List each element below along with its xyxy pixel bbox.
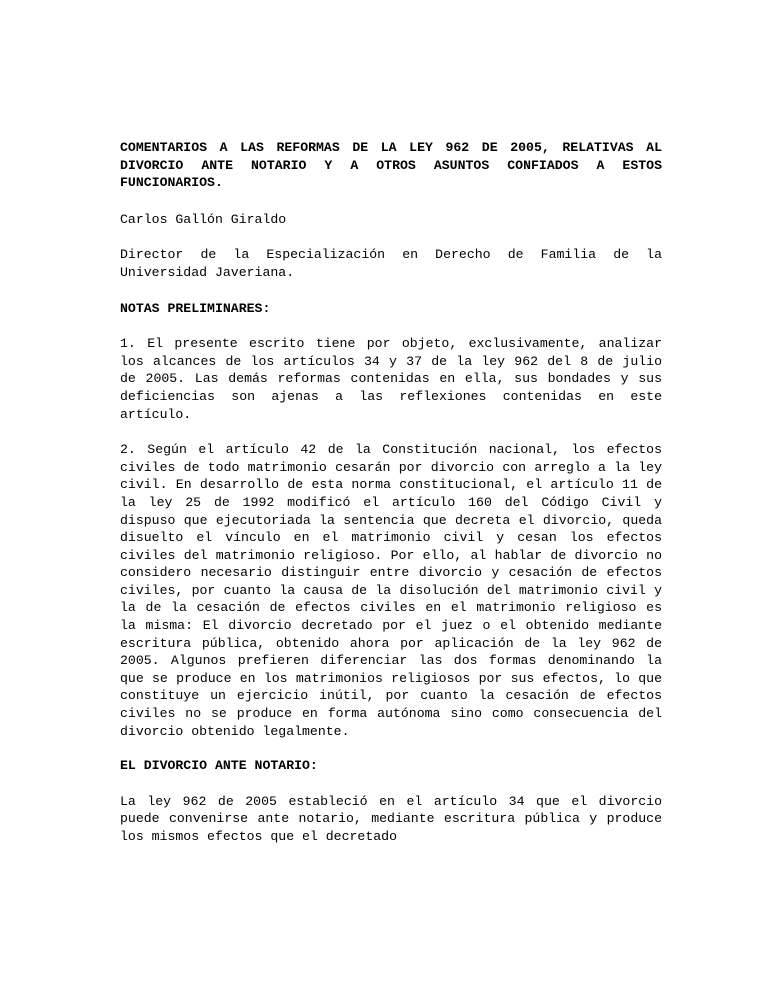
paragraph-1: 1. El presente escrito tiene por objeto, exclusivamente, analizar los alcances de los artículos 34 y 37 de la ley 962 del 8 de julio de 2005. Las demás reformas contenidas en ella, sus bondades y sus deficiencias son ajenas a las reflexiones contenidas en este artículo. [120,336,662,422]
paragraph-3: La ley 962 de 2005 estableció en el artículo 34 que el divorcio puede convenirse ante notario, mediante escritura pública y produce los mismos efectos que el decretado [120,793,662,844]
author-name: Carlos Gallón Giraldo [120,211,287,227]
paragraph-2: 2. Según el artículo 42 de la Constitución nacional, los efectos civiles de todo matrimonio cesarán por divorcio con arreglo a la ley civil. En desarrollo de esta norma constitucional, el artículo 11 de la ley 25 de 1992 modificó el artículo 160 del Código Civil y dispuso que ejecutoriada la sentencia que decreta el divorcio, queda disuelto el vínculo en el matrimonio civil y cesan los efectos civiles del matrimonio religioso. Por ello, al hablar de divorcio no considero necesario distinguir entre divorcio y cesación de efectos civiles, por cuanto la causa de la disolución del matrimonio civil y la de la cesación de efectos civiles en el matrimonio religioso es la misma: El divorcio decretado por el juez o el obtenido mediante escritura pública, obtenido ahora por aplicación de la ley 962 de 2005. Algunos prefieren diferenciar las dos formas denominando la que se produce en los matrimonios religiosos por sus efectos, lo que constituye un ejercicio inútil, por cuanto la cesación de efectos civiles no se produce en forma autónoma sino como consecuencia del divorcio obtenido legalmente. [120,442,662,739]
document-title: COMENTARIOS A LAS REFORMAS DE LA LEY 962 DE 2005, RELATIVAS AL DIVORCIO ANTE NOTARIO Y A OTROS ASUNTOS CONFIADOS A ESTOS FUNCIONARIOS. [120,140,662,191]
author-role: Director de la Especialización en Derecho de Familia de la Universidad Javeriana. [120,247,662,280]
section-heading-preliminary-notes: NOTAS PRELIMINARES: [120,300,271,316]
section-heading-divorce-before-notary: EL DIVORCIO ANTE NOTARIO: [120,758,318,774]
document-page [120,139,662,864]
